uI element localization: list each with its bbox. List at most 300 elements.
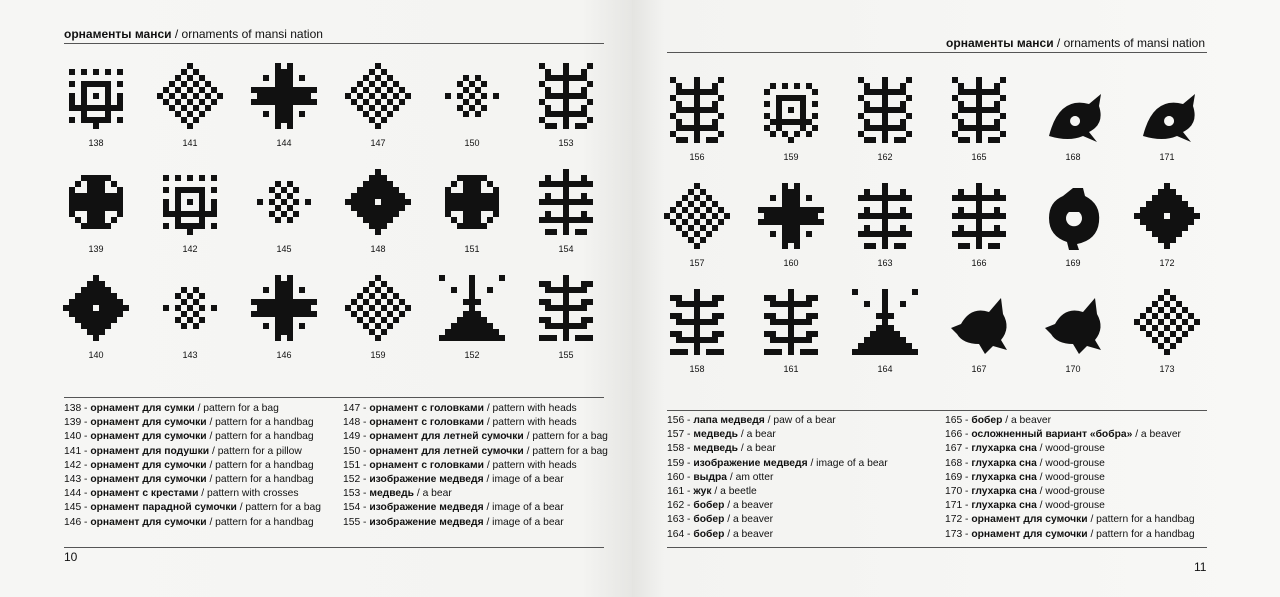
- ornament-block: [682, 337, 688, 343]
- caption-russian: орнамент для сумочки: [90, 516, 210, 528]
- caption-english: / pattern for a handbag: [209, 459, 314, 471]
- ornament-block: [788, 325, 794, 331]
- ornament-block: [776, 101, 782, 107]
- ornament-block: [563, 75, 569, 81]
- ornament-block: [800, 101, 806, 107]
- ornament-block: [882, 337, 888, 343]
- ornament-block: [117, 105, 123, 111]
- ornament-block: [788, 137, 794, 143]
- ornament-block: [363, 199, 369, 205]
- ornament-block: [1000, 77, 1006, 83]
- ornament-block: [952, 131, 958, 137]
- ornament-block: [305, 99, 311, 105]
- ornament-block: [581, 281, 587, 287]
- ornament-block: [1146, 331, 1152, 337]
- ornament-block: [87, 81, 93, 87]
- ornament-block: [900, 101, 906, 107]
- caption-number: 140 -: [64, 431, 91, 443]
- ornament-number: 138: [88, 138, 104, 148]
- ornament-block: [976, 101, 982, 107]
- ornament-block: [964, 243, 970, 249]
- ornament-block: [1176, 313, 1182, 319]
- ornament-block: [169, 211, 175, 217]
- ornament-oval-icon: [250, 168, 318, 236]
- ornament-block: [487, 217, 493, 223]
- ornament-block: [481, 105, 487, 111]
- ornament-block: [587, 217, 593, 223]
- ornament-block: [864, 83, 870, 89]
- ornament-block: [976, 207, 982, 213]
- ornament-block: [1000, 131, 1006, 137]
- ornament-block: [1176, 201, 1182, 207]
- ornament-block: [93, 81, 99, 87]
- ornament-block: [794, 301, 800, 307]
- ornament-block: [193, 311, 199, 317]
- ornament-block: [551, 93, 557, 99]
- ornament-block: [794, 237, 800, 243]
- ornament-block: [363, 99, 369, 105]
- ornament-block: [381, 187, 387, 193]
- ornament-block: [293, 305, 299, 311]
- ornament-block: [87, 181, 93, 187]
- ornament-block: [1170, 343, 1176, 349]
- ornament-block: [87, 323, 93, 329]
- ornament-block: [694, 195, 700, 201]
- ornament-block: [994, 189, 1000, 195]
- ornament-block: [281, 75, 287, 81]
- ornament-block: [581, 305, 587, 311]
- ornament-block: [257, 87, 263, 93]
- ornament-block: [545, 217, 551, 223]
- ornament-block: [381, 293, 387, 299]
- ornament-block: [99, 193, 105, 199]
- ornament-block: [676, 107, 682, 113]
- ornament-block: [581, 69, 587, 75]
- caption-column-left-1: [64, 402, 321, 530]
- caption-english: / image of a bear: [810, 457, 888, 469]
- ornament-block: [587, 63, 593, 69]
- ornament-block: [69, 93, 75, 99]
- ornament-block: [587, 299, 593, 305]
- ornament-block: [694, 231, 700, 237]
- ornament-block: [782, 225, 788, 231]
- ornament-block: [964, 89, 970, 95]
- ornament-block: [888, 89, 894, 95]
- ornament-block: [481, 193, 487, 199]
- ornament-block: [1134, 319, 1140, 325]
- ornament-block: [345, 305, 351, 311]
- ornament-block: [794, 219, 800, 225]
- ornament-block: [81, 175, 87, 181]
- ornament-block: [257, 99, 263, 105]
- ornament-block: [369, 281, 375, 287]
- ornament-block: [281, 293, 287, 299]
- ornament-block: [569, 111, 575, 117]
- header-rule-left: [64, 43, 604, 44]
- caption-russian: глухарка сна: [971, 486, 1040, 498]
- ornament-block: [93, 275, 99, 281]
- caption-line: [667, 528, 888, 542]
- ornament-tree-icon: [945, 76, 1013, 144]
- ornament-block: [581, 193, 587, 199]
- ornament-block: [764, 331, 770, 337]
- ornament-block: [545, 105, 551, 111]
- ornament-block: [563, 311, 569, 317]
- ornament-block: [712, 125, 718, 131]
- ornament-block: [287, 323, 293, 329]
- ornament-block: [81, 205, 87, 211]
- caption-english: / wood-grouse: [1039, 471, 1105, 483]
- ornament-block: [187, 111, 193, 117]
- ornament-block: [93, 69, 99, 75]
- ornament-block: [694, 107, 700, 113]
- ornament-block: [806, 301, 812, 307]
- ornament-block: [794, 131, 800, 137]
- ornament-block: [700, 125, 706, 131]
- ornament-block: [387, 181, 393, 187]
- ornament-block: [487, 193, 493, 199]
- ornament-block: [976, 113, 982, 119]
- ornament-block: [1164, 289, 1170, 295]
- ornament-block: [870, 349, 876, 355]
- ornament-block: [369, 293, 375, 299]
- ornament-block: [994, 101, 1000, 107]
- ornament-block: [888, 125, 894, 131]
- ornament-block: [900, 225, 906, 231]
- ornament-block: [906, 95, 912, 101]
- ornament-block: [463, 175, 469, 181]
- ornament-block: [263, 299, 269, 305]
- ornament-block: [199, 187, 205, 193]
- caption-english: / a beaver: [727, 528, 774, 540]
- ornament-diamond-icon: [663, 182, 731, 250]
- ornament-block: [293, 211, 299, 217]
- ornament-block: [305, 87, 311, 93]
- ornament-block: [1158, 307, 1164, 313]
- ornament-block: [305, 199, 311, 205]
- ornament-block: [882, 243, 888, 249]
- caption-number: 164 -: [667, 528, 694, 540]
- ornament-block: [712, 349, 718, 355]
- ornament-block: [976, 107, 982, 113]
- ornament-block: [299, 99, 305, 105]
- ornament-block: [676, 137, 682, 143]
- ornament-fan-icon: [851, 288, 919, 356]
- ornament-block: [882, 331, 888, 337]
- ornament-block: [463, 335, 469, 341]
- ornament-block: [175, 293, 181, 299]
- ornament-block: [463, 223, 469, 229]
- ornament-block: [676, 225, 682, 231]
- ornament-block: [105, 323, 111, 329]
- ornament-block: [587, 181, 593, 187]
- ornament-block: [1170, 231, 1176, 237]
- ornament-block: [776, 319, 782, 325]
- ornament-block: [882, 225, 888, 231]
- ornament-block: [181, 311, 187, 317]
- ornament-block: [187, 229, 193, 235]
- ornament-block: [575, 75, 581, 81]
- ornament-block: [900, 137, 906, 143]
- caption-number: 165 -: [945, 415, 972, 426]
- ornament-block: [900, 243, 906, 249]
- ornament-block: [175, 211, 181, 217]
- ornament-block: [487, 181, 493, 187]
- ornament-block: [1164, 183, 1170, 189]
- ornament-block: [812, 213, 818, 219]
- ornament-figure: [845, 288, 925, 388]
- ornament-block: [399, 99, 405, 105]
- ornament-block: [870, 331, 876, 337]
- ornament-block: [493, 93, 499, 99]
- ornament-block: [551, 335, 557, 341]
- ornament-block: [281, 187, 287, 193]
- ornament-block: [99, 311, 105, 317]
- ornament-block: [764, 207, 770, 213]
- ornament-block: [369, 81, 375, 87]
- caption-english: / pattern for a handbag: [1090, 528, 1195, 540]
- caption-russian: орнамент для сумочки: [971, 514, 1091, 526]
- caption-line: [343, 445, 608, 459]
- ornament-block: [281, 105, 287, 111]
- ornament-block: [181, 211, 187, 217]
- ornament-cross-icon: [438, 168, 506, 236]
- ornament-block: [311, 87, 317, 93]
- ornament-block: [800, 107, 806, 113]
- ornament-block: [381, 81, 387, 87]
- ornament-block: [399, 87, 405, 93]
- ornament-block: [251, 299, 257, 305]
- ornament-block: [782, 219, 788, 225]
- ornament-block: [782, 319, 788, 325]
- caption-english: / wood-grouse: [1039, 457, 1105, 469]
- ornament-block: [764, 219, 770, 225]
- ornament-block: [670, 113, 676, 119]
- ornament-block: [457, 335, 463, 341]
- ornament-block: [475, 317, 481, 323]
- ornament-block: [782, 207, 788, 213]
- ornament-block: [682, 231, 688, 237]
- ornament-block: [469, 105, 475, 111]
- ornament-block: [105, 299, 111, 305]
- ornament-figure: [338, 62, 418, 162]
- ornament-block: [257, 93, 263, 99]
- ornament-block: [782, 231, 788, 237]
- caption-russian: бобер: [971, 415, 1006, 426]
- ornament-block: [788, 225, 794, 231]
- ornament-block: [175, 199, 181, 205]
- ornament-block: [351, 199, 357, 205]
- ornament-block: [375, 187, 381, 193]
- ornament-figure: [338, 168, 418, 268]
- ornament-block: [812, 349, 818, 355]
- ornament-block: [1182, 319, 1188, 325]
- ornament-block: [994, 213, 1000, 219]
- ornament-block: [281, 199, 287, 205]
- ornament-block: [99, 299, 105, 305]
- ornament-block: [387, 211, 393, 217]
- ornament-number: 159: [783, 152, 799, 162]
- ornament-figure: [751, 288, 831, 388]
- ornament-block: [69, 193, 75, 199]
- ornament-block: [181, 187, 187, 193]
- ornament-block: [724, 213, 730, 219]
- ornament-number: 145: [276, 244, 292, 254]
- ornament-block: [111, 293, 117, 299]
- ornament-block: [75, 305, 81, 311]
- ornament-block: [788, 343, 794, 349]
- ornament-block: [263, 111, 269, 117]
- ornament-block: [263, 323, 269, 329]
- ornament-block: [770, 207, 776, 213]
- ornament-block: [281, 87, 287, 93]
- ornament-block: [688, 225, 694, 231]
- ornament-block: [445, 211, 451, 217]
- ornament-block: [982, 213, 988, 219]
- ornament-block: [117, 199, 123, 205]
- ornament-block: [982, 231, 988, 237]
- caption-russian: медведь: [693, 443, 741, 455]
- caption-russian: орнамент с крестами: [90, 488, 202, 500]
- ornament-block: [676, 119, 682, 125]
- ornament-block: [281, 323, 287, 329]
- ornament-block: [581, 317, 587, 323]
- ornament-block: [994, 137, 1000, 143]
- ornament-block: [545, 299, 551, 305]
- ornament-block: [1164, 231, 1170, 237]
- ornament-block: [275, 287, 281, 293]
- ornament-block: [463, 181, 469, 187]
- ornament-bird-icon: [1039, 76, 1107, 144]
- ornament-block: [882, 313, 888, 319]
- ornament-block: [806, 331, 812, 337]
- ornament-block: [539, 281, 545, 287]
- ornament-block: [263, 87, 269, 93]
- ornament-block: [369, 105, 375, 111]
- caption-english: / pattern for a bag: [526, 431, 608, 443]
- ornament-block: [906, 231, 912, 237]
- ornament-block: [69, 211, 75, 217]
- ornament-block: [676, 337, 682, 343]
- ornament-block: [469, 217, 475, 223]
- ornament-block: [888, 325, 894, 331]
- ornament-block: [111, 217, 117, 223]
- caption-english: / pattern for a pillow: [211, 445, 302, 457]
- ornament-block: [557, 217, 563, 223]
- ornament-tree-icon: [532, 168, 600, 236]
- ornament-block: [694, 219, 700, 225]
- ornament-block: [1164, 225, 1170, 231]
- ornament-block: [293, 187, 299, 193]
- ornament-block: [800, 349, 806, 355]
- ornament-block: [87, 317, 93, 323]
- ornament-cross-icon: [757, 182, 825, 250]
- ornament-block: [281, 287, 287, 293]
- ornament-block: [575, 323, 581, 329]
- ornament-block: [563, 211, 569, 217]
- ornament-block: [93, 181, 99, 187]
- ornament-block: [776, 337, 782, 343]
- ornament-block: [994, 243, 1000, 249]
- ornament-block: [457, 81, 463, 87]
- ornament-block: [111, 105, 117, 111]
- ornament-block: [193, 93, 199, 99]
- ornament-block: [205, 211, 211, 217]
- ornament-block: [952, 213, 958, 219]
- ornament-block: [952, 77, 958, 83]
- ornament-block: [706, 137, 712, 143]
- ornament-block: [882, 183, 888, 189]
- ornament-block: [211, 205, 217, 211]
- ornament-block: [988, 125, 994, 131]
- ornament-block: [211, 211, 217, 217]
- ornament-block: [299, 305, 305, 311]
- ornament-cross-icon: [250, 274, 318, 342]
- ornament-block: [199, 317, 205, 323]
- caption-number: 167 -: [945, 443, 972, 455]
- ornament-figure: [751, 76, 831, 176]
- caption-russian: орнамент для летней сумочки: [369, 431, 527, 443]
- ornament-block: [293, 299, 299, 305]
- caption-number: 152 -: [343, 474, 370, 486]
- ornament-ring-icon: [62, 62, 130, 130]
- ornament-block: [876, 331, 882, 337]
- ornament-block: [994, 89, 1000, 95]
- ornament-block: [1164, 243, 1170, 249]
- ornament-block: [782, 131, 788, 137]
- ornament-block: [463, 199, 469, 205]
- ornament-block: [906, 349, 912, 355]
- ornament-figure: [1127, 76, 1207, 176]
- ornament-block: [864, 213, 870, 219]
- ornament-block: [193, 187, 199, 193]
- ornament-block: [976, 125, 982, 131]
- ornament-figure: [1127, 182, 1207, 282]
- ornament-block: [1176, 219, 1182, 225]
- ornament-number: 147: [370, 138, 386, 148]
- caption-number: 170 -: [945, 486, 972, 498]
- ornament-block: [381, 223, 387, 229]
- ornament-block: [87, 287, 93, 293]
- ornament-block: [694, 119, 700, 125]
- ornament-block: [563, 317, 569, 323]
- ornament-block: [87, 187, 93, 193]
- ornament-block: [706, 125, 712, 131]
- ornament-block: [764, 89, 770, 95]
- ornament-block: [794, 319, 800, 325]
- ornament-block: [870, 125, 876, 131]
- ornament-block: [952, 195, 958, 201]
- ornament-block: [557, 93, 563, 99]
- ornament-block: [800, 119, 806, 125]
- ornament-block: [1134, 213, 1140, 219]
- ornament-block: [575, 123, 581, 129]
- caption-number: 173 -: [945, 528, 972, 540]
- ornament-number: 161: [783, 364, 799, 374]
- ornament-block: [193, 81, 199, 87]
- ornament-block: [706, 107, 712, 113]
- ornament-block: [794, 231, 800, 237]
- ornament-block: [257, 199, 263, 205]
- caption-line: [64, 402, 321, 416]
- ornament-block: [876, 231, 882, 237]
- ornament-block: [581, 287, 587, 293]
- ornament-block: [800, 113, 806, 119]
- ornament-block: [311, 299, 317, 305]
- ornament-block: [770, 83, 776, 89]
- ornament-block: [581, 87, 587, 93]
- ornament-block: [563, 217, 569, 223]
